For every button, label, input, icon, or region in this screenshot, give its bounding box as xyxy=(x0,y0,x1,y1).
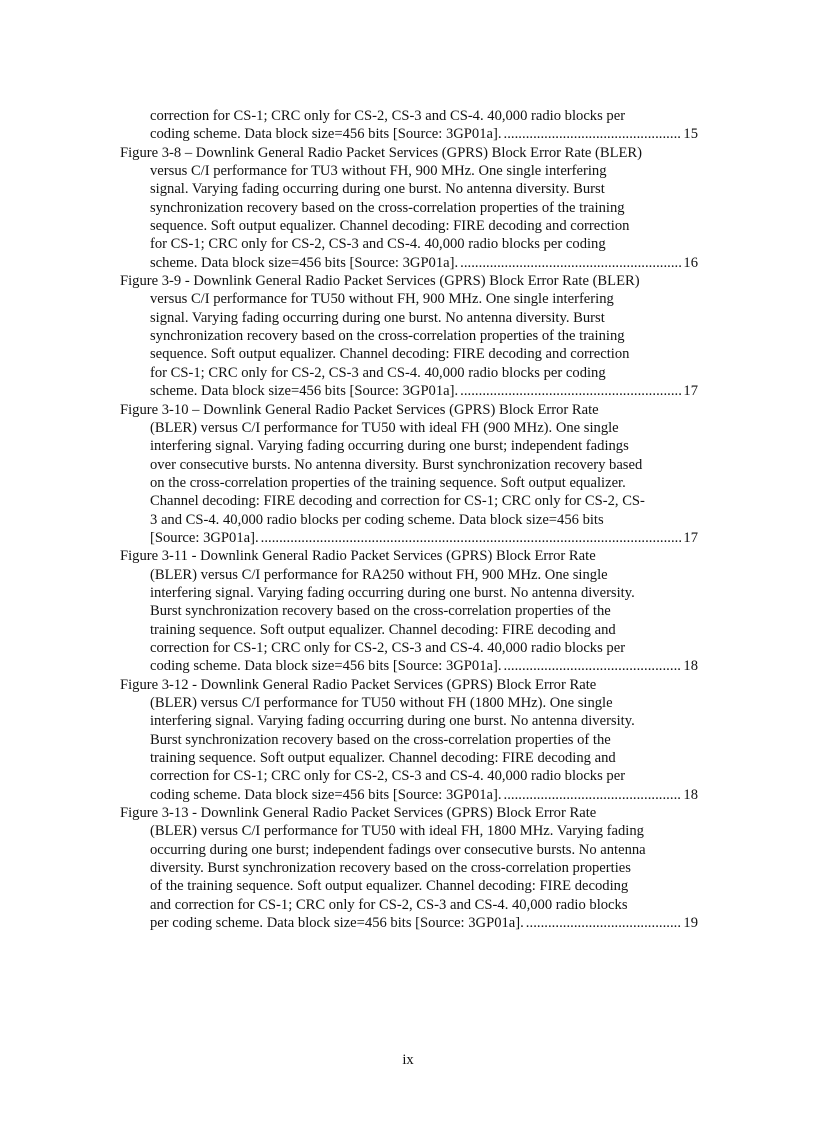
entry-line: occurring during one burst; independent fadings over consecutive bursts. No antenna xyxy=(150,841,646,858)
dot-leader xyxy=(504,786,682,804)
entry-line: interfering signal. Varying fading occurring during one burst. No antenna diversity. xyxy=(150,713,635,730)
entry-text: coding scheme. Data block size=456 bits [Source: 3GP01a]. xyxy=(150,658,502,675)
entry-page-number: 18 xyxy=(683,786,698,803)
entry-line: interfering signal. Varying fading occurring during one burst. No antenna diversity. xyxy=(150,584,635,601)
entry-text: per coding scheme. Data block size=456 bits [Source: 3GP01a]. xyxy=(150,915,524,932)
entry-line: and correction for CS-1; CRC only for CS-2, CS-3 and CS-4. 40,000 radio blocks xyxy=(150,896,628,913)
page-number: ix xyxy=(402,1052,414,1068)
entry-line: signal. Varying fading occurring during one burst. No antenna diversity. Burst xyxy=(150,181,605,198)
entry-line: Figure 3-8 – Downlink General Radio Packet Services (GPRS) Block Error Rate (BLER) xyxy=(120,144,643,161)
figure-entry[interactable] xyxy=(120,144,698,272)
entry-line: training sequence. Soft output equalizer. Channel decoding: FIRE decoding and xyxy=(150,621,616,638)
entry-line: correction for CS-1; CRC only for CS-2, CS-3 and CS-4. 40,000 radio blocks per xyxy=(150,768,626,785)
entry-line: training sequence. Soft output equalizer. Channel decoding: FIRE decoding and xyxy=(150,750,616,767)
entry-page-number: 17 xyxy=(683,383,698,400)
dot-leader xyxy=(504,125,682,143)
entry-line: of the training sequence. Soft output equalizer. Channel decoding: FIRE decoding xyxy=(150,878,629,895)
entry-line: (BLER) versus C/I performance for TU50 with ideal FH, 1800 MHz. Varying fading xyxy=(150,823,644,840)
entry-line: sequence. Soft output equalizer. Channel decoding: FIRE decoding and correction xyxy=(150,346,630,363)
entry-line: Channel decoding: FIRE decoding and correction for CS-1; CRC only for CS-2, CS- xyxy=(150,493,645,510)
dot-leader xyxy=(526,914,682,932)
figure-entry[interactable] xyxy=(120,676,698,804)
entry-line: signal. Varying fading occurring during one burst. No antenna diversity. Burst xyxy=(150,309,605,326)
entry-page-number: 19 xyxy=(683,915,698,932)
entry-text: coding scheme. Data block size=456 bits [Source: 3GP01a]. xyxy=(150,786,502,803)
entry-line: correction for CS-1; CRC only for CS-2, CS-3 and CS-4. 40,000 radio blocks per xyxy=(150,639,626,656)
entry-line: for CS-1; CRC only for CS-2, CS-3 and CS-4. 40,000 radio blocks per coding xyxy=(150,236,606,253)
entry-page-number: 18 xyxy=(683,658,698,675)
entry-text: [Source: 3GP01a]. xyxy=(150,529,259,546)
entry-page-number: 15 xyxy=(683,126,698,143)
figure-entry[interactable] xyxy=(120,804,698,932)
entry-line: Burst synchronization recovery based on the cross-correlation properties of the xyxy=(150,731,611,748)
entry-line: synchronization recovery based on the cross-correlation properties of the training xyxy=(150,328,625,345)
entry-line: Figure 3-11 - Downlink General Radio Packet Services (GPRS) Block Error Rate xyxy=(120,548,596,565)
entry-line: 3 and CS-4. 40,000 radio blocks per coding scheme. Data block size=456 bits xyxy=(150,511,604,528)
entry-page-number: 16 xyxy=(683,254,698,271)
entry-last-line xyxy=(120,914,698,932)
entry-line: (BLER) versus C/I performance for TU50 without FH (1800 MHz). One single xyxy=(150,695,613,711)
entry-line: versus C/I performance for TU50 without FH, 900 MHz. One single interfering xyxy=(150,291,614,308)
entry-line: interfering signal. Varying fading occurring during one burst; independent fadings xyxy=(150,438,629,455)
entry-last-line xyxy=(120,125,698,143)
entry-line: sequence. Soft output equalizer. Channel decoding: FIRE decoding and correction xyxy=(150,218,630,235)
entry-line: (BLER) versus C/I performance for TU50 with ideal FH (900 MHz). One single xyxy=(150,419,619,436)
figure-entry[interactable] xyxy=(120,272,698,400)
entry-line: synchronization recovery based on the cross-correlation properties of the training xyxy=(150,199,625,216)
entry-text: scheme. Data block size=456 bits [Source: 3GP01a]. xyxy=(150,254,459,271)
entry-last-line xyxy=(120,254,698,272)
figure-entry[interactable] xyxy=(120,401,698,548)
entry-text: coding scheme. Data block size=456 bits [Source: 3GP01a]. xyxy=(150,126,502,143)
dot-leader xyxy=(460,382,681,400)
entry-last-line xyxy=(120,786,698,804)
dot-leader xyxy=(504,657,682,675)
entry-last-line xyxy=(120,382,698,400)
entry-line: for CS-1; CRC only for CS-2, CS-3 and CS-4. 40,000 radio blocks per coding xyxy=(150,364,606,381)
entry-line: versus C/I performance for TU3 without FH, 900 MHz. One single interfering xyxy=(150,163,607,180)
entry-last-line xyxy=(120,529,698,547)
entry-page-number: 17 xyxy=(683,529,698,546)
dot-leader xyxy=(261,529,682,547)
entry-text: scheme. Data block size=456 bits [Source: 3GP01a]. xyxy=(150,383,459,400)
dot-leader xyxy=(460,254,681,272)
entry-line: (BLER) versus C/I performance for RA250 without FH, 900 MHz. One single xyxy=(150,566,608,583)
entry-line: diversity. Burst synchronization recovery based on the cross-correlation properties xyxy=(150,860,631,877)
entry-line: correction for CS-1; CRC only for CS-2, CS-3 and CS-4. 40,000 radio blocks per xyxy=(150,108,626,124)
entry-line: Figure 3-9 - Downlink General Radio Packet Services (GPRS) Block Error Rate (BLER) xyxy=(120,273,640,290)
entry-last-line xyxy=(120,657,698,675)
entry-line: on the cross-correlation properties of the training sequence. Soft output equalizer. xyxy=(150,474,626,491)
entry-line: over consecutive bursts. No antenna diversity. Burst synchronization recovery based xyxy=(150,456,643,473)
entry-line: Figure 3-13 - Downlink General Radio Packet Services (GPRS) Block Error Rate xyxy=(120,805,597,822)
figure-entry[interactable] xyxy=(120,107,698,144)
entry-line: Figure 3-10 – Downlink General Radio Packet Services (GPRS) Block Error Rate xyxy=(120,401,599,418)
figure-entry[interactable] xyxy=(120,547,698,675)
entry-line: Figure 3-12 - Downlink General Radio Packet Services (GPRS) Block Error Rate xyxy=(120,676,597,693)
entry-line: Burst synchronization recovery based on the cross-correlation properties of the xyxy=(150,603,611,620)
list-of-figures xyxy=(120,107,698,932)
